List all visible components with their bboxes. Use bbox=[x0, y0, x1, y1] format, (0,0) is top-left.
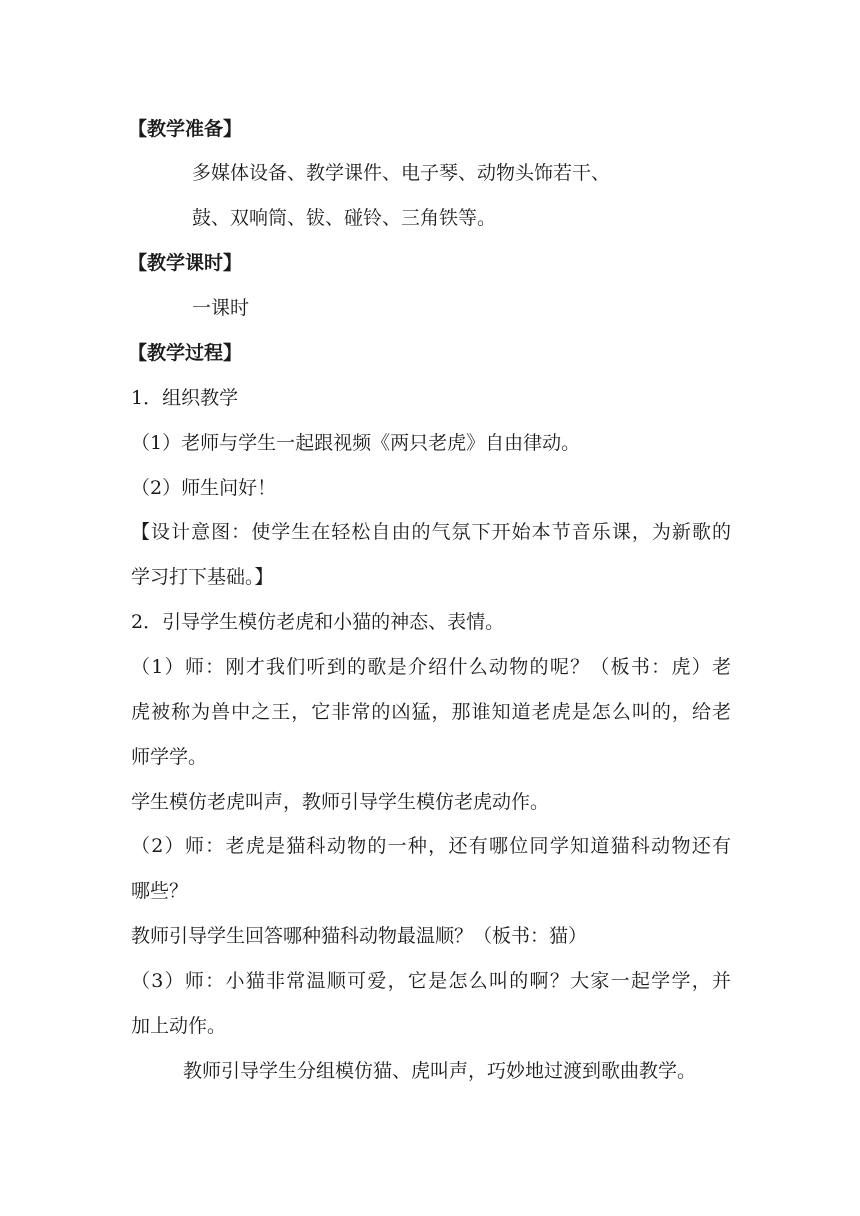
process-line-7: （1）师：刚才我们听到的歌是介绍什么动物的呢？（板书：虎）老 bbox=[131, 656, 731, 678]
process-line-3: （2）师生问好！ bbox=[131, 477, 277, 499]
process-line-15: 加上动作。 bbox=[131, 1015, 227, 1037]
process-line-11: （2）师：老虎是猫科动物的一种，还有哪位同学知道猫科动物还有 bbox=[131, 835, 731, 857]
process-line-4: 【设计意图：使学生在轻松自由的气氛下开始本节音乐课，为新歌的 bbox=[131, 521, 731, 543]
section-heading-process: 【教学过程】 bbox=[128, 342, 243, 364]
process-line-1: 1．组织教学 bbox=[131, 387, 239, 409]
process-line-5: 学习打下基础。】 bbox=[131, 566, 274, 588]
process-line-6: 2．引导学生模仿老虎和小猫的神态、表情。 bbox=[131, 611, 505, 633]
process-line-2: （1）老师与学生一起跟视频《两只老虎》自由律动。 bbox=[131, 432, 581, 454]
process-line-9: 师学学。 bbox=[131, 746, 208, 768]
process-line-10: 学生模仿老虎叫声，教师引导学生模仿老虎动作。 bbox=[131, 791, 550, 813]
hours-line-1: 一课时 bbox=[192, 297, 250, 319]
section-heading-prep: 【教学准备】 bbox=[128, 118, 243, 140]
prep-line-1: 多媒体设备、教学课件、电子琴、动物头饰若干、 bbox=[192, 162, 611, 184]
process-line-13: 教师引导学生回答哪种猫科动物最温顺？（板书：猫） bbox=[131, 925, 588, 947]
section-heading-hours: 【教学课时】 bbox=[128, 252, 243, 274]
process-line-12: 哪些？ bbox=[131, 880, 189, 902]
prep-line-2: 鼓、双响筒、钹、碰铃、三角铁等。 bbox=[192, 207, 497, 229]
process-line-14: （3）师：小猫非常温顺可爱，它是怎么叫的啊？大家一起学学，并 bbox=[131, 970, 731, 992]
process-line-16: 教师引导学生分组模仿猫、虎叫声，巧妙地过渡到歌曲教学。 bbox=[183, 1060, 697, 1082]
process-line-8: 虎被称为兽中之王，它非常的凶猛，那谁知道老虎是怎么叫的，给老 bbox=[131, 701, 731, 723]
